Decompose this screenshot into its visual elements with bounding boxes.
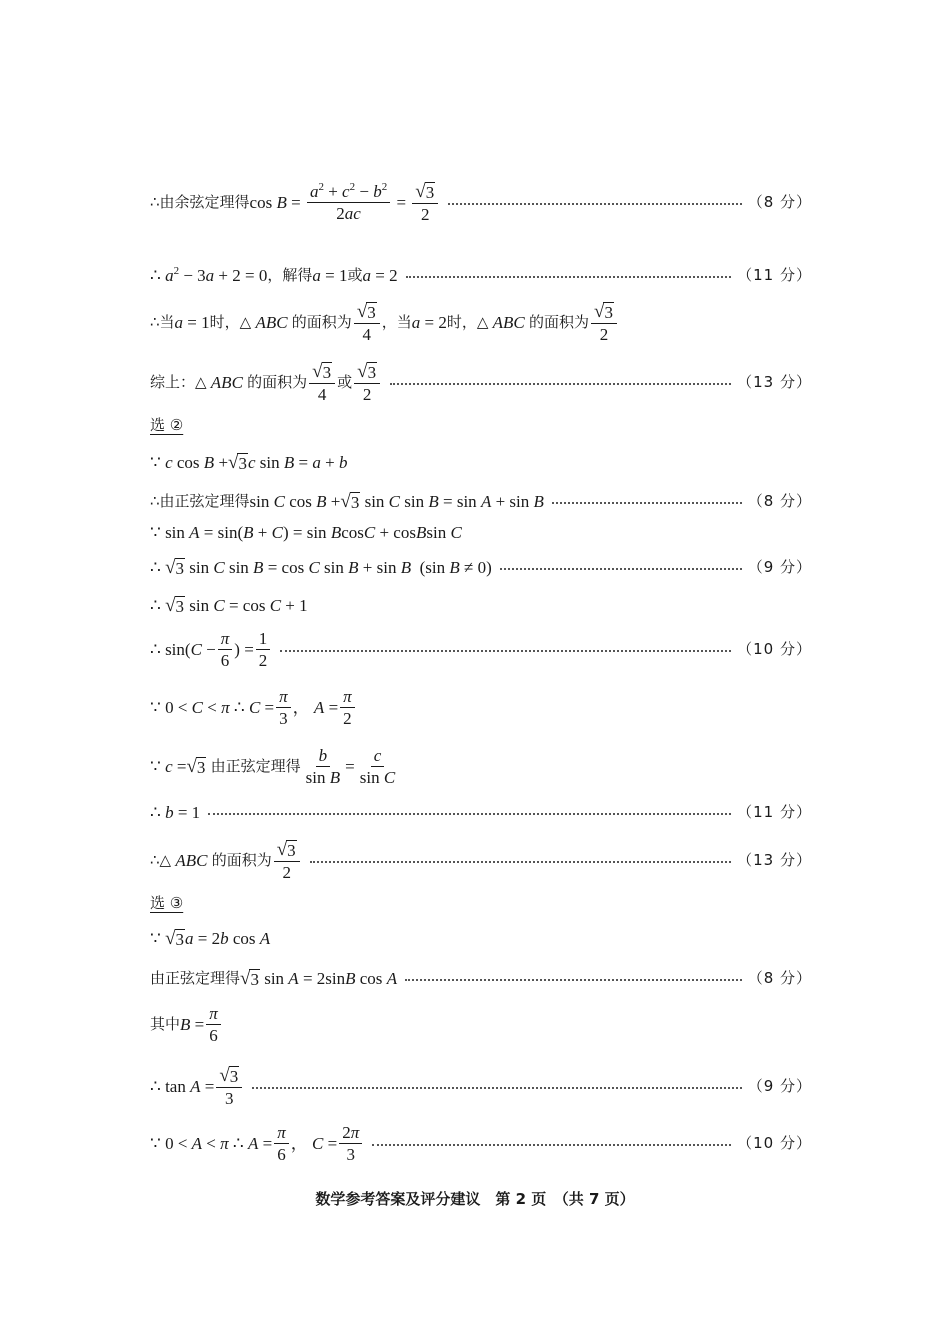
equation: ∴△ ABC 的面积为 √ 3 2 xyxy=(150,840,302,881)
line-simplify xyxy=(150,554,812,580)
score: （10 分） xyxy=(737,639,812,658)
equation: ∴ √ 3 sin C = cos C + 1 xyxy=(150,594,308,616)
line-sinA-expand xyxy=(150,520,812,544)
equation: ∵ c = √ 3 由正弦定理得 $\frac{b}{\text{sin B}}$ = $\frac{c}{\text{sin C}}$ xyxy=(150,745,396,787)
equation: ∴ sin(C − $\frac{\pi}{6}$ ) = $\frac{1}{2}$ xyxy=(150,630,272,669)
line-angles-2 xyxy=(150,682,812,732)
equation: ∵ 0 < C < π ∴ C = $\frac{\pi}{3}$ ， A = $\frac{\pi}{2}$ xyxy=(150,688,357,727)
leader-dots xyxy=(406,276,732,278)
score: （13 分） xyxy=(737,850,812,869)
equation: 其中 B = $\frac{\pi}{6}$ xyxy=(150,1005,223,1044)
line-given-2 xyxy=(150,450,812,474)
equation: ∵ 0 < A < π ∴ A = $\frac{\pi}{6}$ ， C = $\frac{2\pi}{3}$ xyxy=(150,1124,364,1163)
equation: ∴ tan A = √ 3 3 xyxy=(150,1066,244,1107)
equation: 由正弦定理得 √ 3 sin A = 2sinB cos A xyxy=(150,967,398,989)
line-angles-3 xyxy=(150,1118,812,1168)
leader-dots xyxy=(405,979,742,981)
line-tanA xyxy=(150,1060,812,1112)
equation: ∴ √ 3 sin C sin B = cos C sin B + sin B (sin B ≠ 0) xyxy=(150,556,492,578)
leader-dots xyxy=(372,1144,731,1146)
score: （9 分） xyxy=(747,557,812,576)
score: （11 分） xyxy=(737,265,812,284)
line-summary xyxy=(150,356,812,408)
score: （13 分） xyxy=(737,372,812,391)
leader-dots xyxy=(280,650,731,652)
line-area-cases xyxy=(150,296,812,348)
equation: ∴由正弦定理得 sin C cos B + √ 3 sin C sin B = sin A + sin B xyxy=(150,490,544,512)
line-sine-law-2 xyxy=(150,488,812,514)
leader-dots xyxy=(390,383,731,385)
line-area-2 xyxy=(150,834,812,886)
line-c-value xyxy=(150,740,812,792)
page-footer: 数学参考答案及评分建议 第 2 页 （共 7 页） xyxy=(315,1190,635,1208)
score: （9 分） xyxy=(747,1076,812,1095)
line-quadratic xyxy=(150,262,812,288)
score: （10 分） xyxy=(737,1133,812,1152)
score: （11 分） xyxy=(737,802,812,821)
equation: ∴ b = 1 xyxy=(150,802,201,822)
leader-dots xyxy=(252,1087,741,1089)
score: （8 分） xyxy=(747,192,812,211)
equation: ∵ √ 3 a = 2b cos A xyxy=(150,927,271,949)
line-sinC-cosC xyxy=(150,592,812,618)
leader-dots xyxy=(208,813,731,815)
line-B-value xyxy=(150,1000,812,1048)
equation: ∴由余弦定理得 cos B = $\frac{a^2 + c^2 - b^2}{2ac}$ = √ 3 2 xyxy=(150,182,440,223)
equation: ∵ c cos B + √ 3 c sin B = a + b xyxy=(150,451,348,473)
line-cosine-law xyxy=(150,176,812,228)
line-sine-law-3 xyxy=(150,965,812,991)
leader-dots xyxy=(448,203,741,205)
score: （8 分） xyxy=(747,491,812,510)
option-2-label: 选 ② xyxy=(150,415,184,434)
equation: ∵ sin A = sin(B + C) = sin BcosC + cosBsin C xyxy=(150,522,462,542)
score: （8 分） xyxy=(747,968,812,987)
line-given-3 xyxy=(150,925,812,951)
leader-dots xyxy=(552,502,742,504)
option-3-label: 选 ③ xyxy=(150,893,184,912)
leader-dots xyxy=(310,861,731,863)
leader-dots xyxy=(500,568,742,570)
equation: ∴ $a^2 - 3a + 2 = 0$ ，解得 a = 1 或 a = 2 xyxy=(150,265,398,285)
line-sin-shift xyxy=(150,624,812,674)
line-b-value xyxy=(150,800,812,824)
equation: ∴当 a = 1 时，△ ABC 的面积为 √ 3 4 ，当 a = 2 时，△ ABC 的面积为 √ 3 2 xyxy=(150,302,619,343)
equation: 综上：△ ABC 的面积为 √ 3 4 或 √ 3 2 xyxy=(150,362,382,403)
